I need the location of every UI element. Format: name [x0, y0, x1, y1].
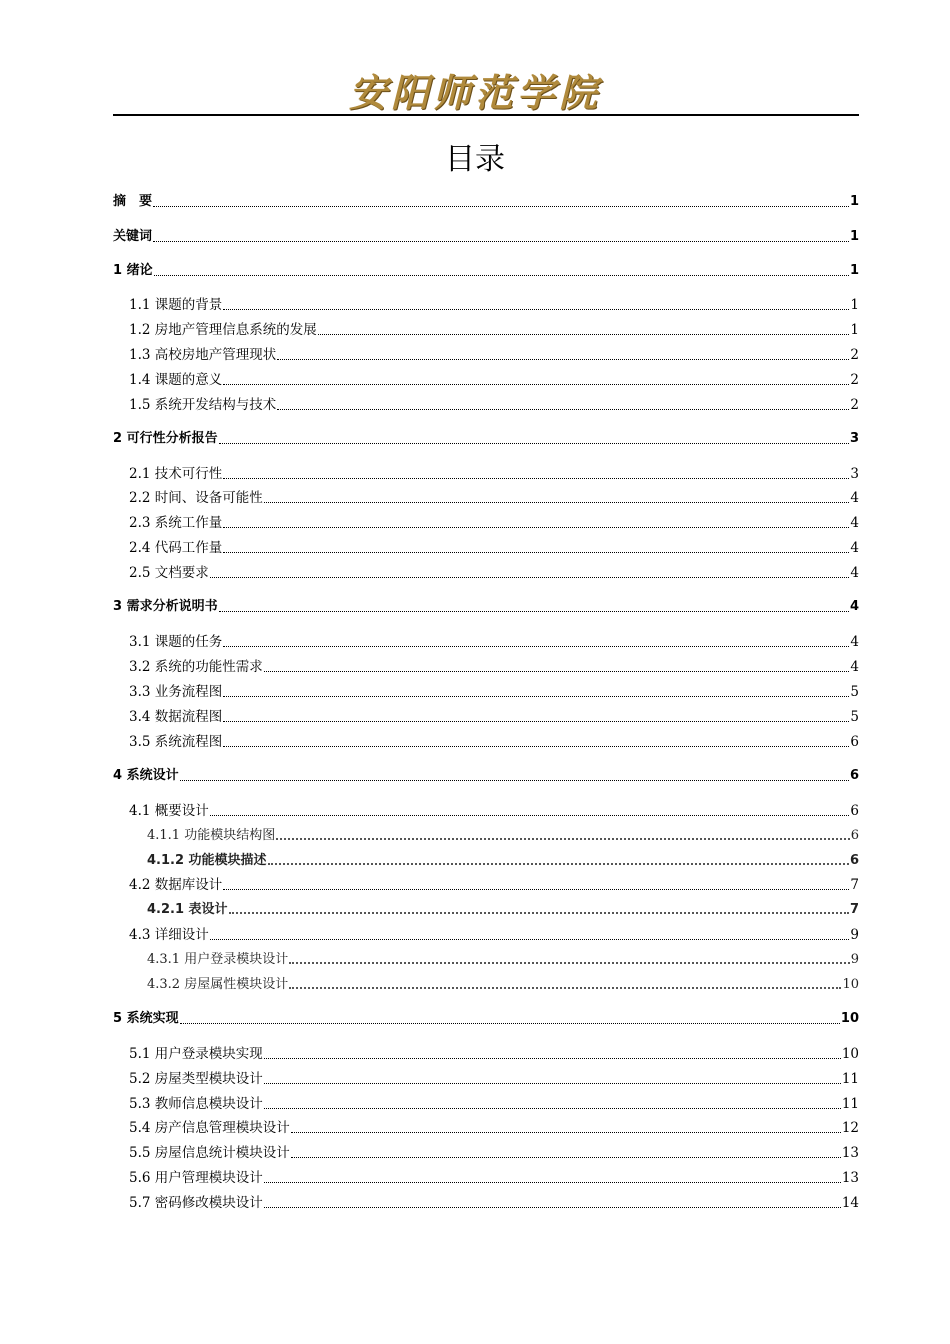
toc-leader-dots: [289, 962, 850, 964]
toc-entry-label: 5.5 房屋信息统计模块设计: [129, 1145, 290, 1161]
toc-leader-dots: [264, 671, 850, 672]
toc-entry-page-number: 3: [849, 431, 859, 446]
toc-entry[interactable]: [113, 822, 859, 844]
toc-entry-page-number: 6: [850, 828, 859, 843]
toc-entry[interactable]: [113, 1065, 859, 1087]
toc-entry-label: 2.3 系统工作量: [129, 515, 223, 531]
toc-entry[interactable]: [113, 593, 859, 615]
toc-entry-label: 3.5 系统流程图: [129, 734, 223, 750]
toc-entry-page-number: 1: [850, 322, 859, 338]
toc-entry[interactable]: [113, 223, 859, 245]
toc-entry-label: 3.1 课题的任务: [129, 634, 223, 650]
toc-entry[interactable]: [113, 762, 859, 784]
toc-entry[interactable]: [113, 559, 859, 581]
toc-leader-dots: [180, 780, 849, 781]
toc-entry-page-number: 2: [850, 372, 859, 388]
toc-entry-label: 3.4 数据流程图: [129, 709, 223, 725]
toc-entry-label: 5 系统实现: [113, 1011, 179, 1026]
toc-entry-label: 1.2 房地产管理信息系统的发展: [129, 322, 317, 338]
toc-entry-page-number: 3: [850, 466, 859, 482]
toc-entry[interactable]: [113, 391, 859, 413]
toc-leader-dots: [277, 359, 849, 360]
toc-entry[interactable]: [113, 425, 859, 447]
toc-leader-dots: [268, 863, 849, 865]
toc-entry-page-number: 5: [850, 684, 859, 700]
toc-entry-page-number: 9: [850, 927, 859, 943]
toc-leader-dots: [219, 443, 849, 444]
toc-leader-dots: [223, 696, 849, 697]
toc-entry-page-number: 4: [849, 599, 859, 614]
toc-entry[interactable]: [113, 797, 859, 819]
toc-entry-label: 3 需求分析说明书: [113, 599, 218, 614]
toc-entry-label: 4 系统设计: [113, 768, 179, 783]
toc-leader-dots: [264, 1207, 841, 1208]
toc-entry-label: 4.1.1 功能模块结构图: [147, 828, 276, 843]
toc-entry-label: 2 可行性分析报告: [113, 431, 218, 446]
toc-entry[interactable]: [113, 1189, 859, 1211]
toc-entry-label: 2.5 文档要求: [129, 565, 209, 581]
toc-entry-page-number: 9: [850, 952, 859, 967]
toc-entry-page-number: 2: [850, 397, 859, 413]
toc-entry-label: 3.3 业务流程图: [129, 684, 223, 700]
toc-leader-dots: [223, 721, 849, 722]
toc-leader-dots: [289, 987, 841, 989]
toc-leader-dots: [223, 552, 849, 553]
toc-entry[interactable]: [113, 341, 859, 363]
toc-entry[interactable]: [113, 484, 859, 506]
toc-entry-label: 4.3.1 用户登录模块设计: [147, 952, 289, 967]
toc-entry[interactable]: [113, 703, 859, 725]
toc-entry-label: 4.3 详细设计: [129, 927, 209, 943]
toc-entry-page-number: 1: [849, 263, 859, 278]
toc-entry-page-number: 4: [850, 515, 859, 531]
school-logo-text: 安阳师范学院: [348, 70, 601, 115]
toc-entry-label: 2.4 代码工作量: [129, 540, 223, 556]
toc-entry[interactable]: [113, 534, 859, 556]
toc-entry-page-number: 1: [849, 194, 859, 209]
toc-entry[interactable]: [113, 871, 859, 893]
toc-entry[interactable]: [113, 460, 859, 482]
toc-leader-dots: [264, 1182, 841, 1183]
toc-entry-label: 3.2 系统的功能性需求: [129, 659, 263, 675]
toc-leader-dots: [318, 334, 850, 335]
toc-entry[interactable]: [113, 1005, 859, 1027]
toc-entry-page-number: 13: [841, 1145, 859, 1161]
toc-entry-page-number: 4: [850, 540, 859, 556]
toc-entry-page-number: 6: [850, 803, 859, 819]
toc-entry[interactable]: [113, 316, 859, 338]
toc-leader-dots: [153, 206, 849, 207]
toc-entry-label: 4.3.2 房屋属性模块设计: [147, 977, 289, 992]
toc-leader-dots: [277, 409, 849, 410]
toc-entry[interactable]: [113, 971, 859, 993]
toc-entry-page-number: 2: [850, 347, 859, 363]
toc-entry[interactable]: [113, 847, 859, 869]
toc-entry-label: 1.5 系统开发结构与技术: [129, 397, 277, 413]
toc-entry[interactable]: [113, 1114, 859, 1136]
toc-entry[interactable]: [113, 257, 859, 279]
toc-entry-label: 1.1 课题的背景: [129, 297, 223, 313]
toc-leader-dots: [153, 241, 849, 242]
toc-leader-dots: [180, 1023, 840, 1024]
toc-entry[interactable]: [113, 653, 859, 675]
toc-entry-label: 5.2 房屋类型模块设计: [129, 1071, 263, 1087]
toc-leader-dots: [210, 815, 850, 816]
toc-entry-page-number: 10: [841, 1046, 859, 1062]
toc-entry[interactable]: [113, 1090, 859, 1112]
toc-leader-dots: [223, 527, 849, 528]
page-title: 目录: [445, 142, 505, 177]
toc-entry-label: 2.1 技术可行性: [129, 466, 223, 482]
toc-entry[interactable]: [113, 1164, 859, 1186]
toc-entry-page-number: 6: [849, 853, 859, 868]
toc-entry-page-number: 1: [849, 229, 859, 244]
toc-entry-page-number: 10: [840, 1011, 859, 1026]
toc-leader-dots: [210, 577, 850, 578]
toc-entry-label: 2.2 时间、设备可能性: [129, 490, 263, 506]
toc-leader-dots: [223, 646, 849, 647]
toc-entry-page-number: 1: [850, 297, 859, 313]
toc-entry-page-number: 13: [841, 1170, 859, 1186]
toc-entry[interactable]: [113, 921, 859, 943]
toc-leader-dots: [291, 1157, 841, 1158]
toc-entry-label: 4.1.2 功能模块描述: [147, 853, 267, 868]
toc-entry-page-number: 4: [850, 490, 859, 506]
toc-entry-page-number: 7: [849, 902, 859, 917]
toc-entry-label: 4.1 概要设计: [129, 803, 209, 819]
toc-entry-label: 5.1 用户登录模块实现: [129, 1046, 263, 1062]
toc-entry[interactable]: [113, 678, 859, 700]
toc-leader-dots: [210, 939, 850, 940]
toc-entry-page-number: 14: [841, 1195, 859, 1211]
toc-entry-label: 4.2 数据库设计: [129, 877, 223, 893]
toc-entry[interactable]: [113, 291, 859, 313]
toc-entry-page-number: 12: [841, 1120, 859, 1136]
toc-entry-page-number: 11: [841, 1071, 859, 1087]
toc-entry-label: 摘 要: [113, 194, 153, 209]
toc-leader-dots: [264, 1083, 841, 1084]
toc-entry[interactable]: [113, 366, 859, 388]
toc-entry-page-number: 6: [849, 768, 859, 783]
toc-entry-label: 4.2.1 表设计: [147, 902, 228, 917]
toc-entry[interactable]: [113, 628, 859, 650]
toc-entry[interactable]: [113, 1139, 859, 1161]
toc-entry-label: 5.7 密码修改模块设计: [129, 1195, 263, 1211]
toc-entry-page-number: 10: [842, 977, 859, 992]
toc-leader-dots: [219, 611, 849, 612]
toc-entry-label: 5.4 房产信息管理模块设计: [129, 1120, 290, 1136]
toc-entry[interactable]: [113, 509, 859, 531]
toc-leader-dots: [264, 1058, 841, 1059]
toc-leader-dots: [154, 275, 849, 276]
toc-entry-label: 1 绪论: [113, 263, 153, 278]
toc-entry-page-number: 4: [850, 565, 859, 581]
toc-leader-dots: [223, 384, 849, 385]
toc-entry-label: 5.3 教师信息模块设计: [129, 1096, 263, 1112]
toc-entry-page-number: 4: [850, 634, 859, 650]
toc-leader-dots: [223, 309, 849, 310]
toc-entry-label: 关键词: [113, 229, 153, 244]
toc-entry-page-number: 11: [841, 1096, 859, 1112]
toc-leader-dots: [229, 912, 849, 914]
toc-entry[interactable]: [113, 1040, 859, 1062]
toc-entry[interactable]: [113, 188, 859, 210]
toc-entry-page-number: 4: [850, 659, 859, 675]
toc-leader-dots: [223, 746, 849, 747]
toc-leader-dots: [223, 478, 849, 479]
toc-entry-label: 1.3 高校房地产管理现状: [129, 347, 277, 363]
toc-leader-dots: [276, 838, 850, 840]
toc-leader-dots: [223, 889, 849, 890]
toc-entry-label: 1.4 课题的意义: [129, 372, 223, 388]
toc-leader-dots: [264, 1108, 841, 1109]
toc-entry[interactable]: [113, 896, 859, 918]
toc-entry-page-number: 5: [850, 709, 859, 725]
toc-entry[interactable]: [113, 946, 859, 968]
header-rule: [113, 114, 859, 116]
toc-leader-dots: [291, 1132, 841, 1133]
toc-entry-page-number: 6: [850, 734, 859, 750]
toc-entry[interactable]: [113, 728, 859, 750]
toc-leader-dots: [264, 502, 850, 503]
toc-entry-label: 5.6 用户管理模块设计: [129, 1170, 263, 1186]
toc-entry-page-number: 7: [850, 877, 859, 893]
